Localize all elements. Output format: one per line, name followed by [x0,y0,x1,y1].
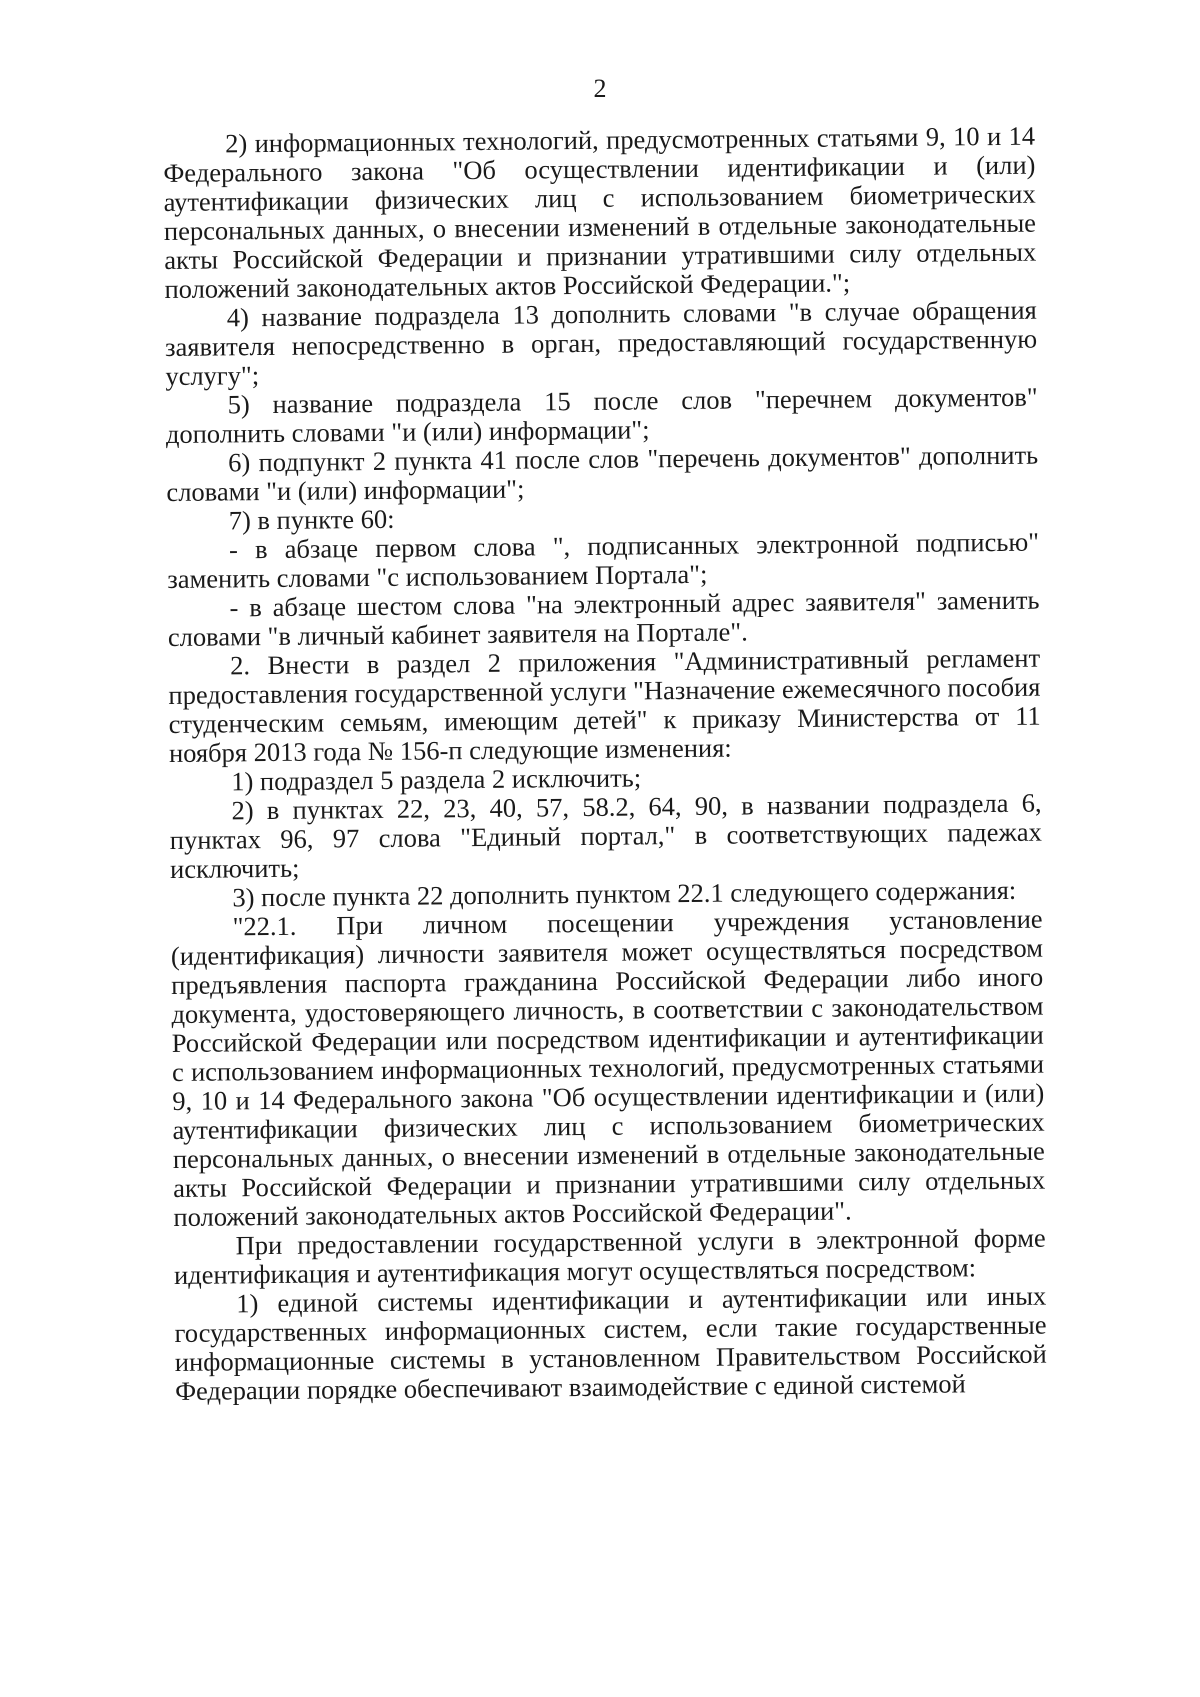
paragraph-item-7-point-60: 7) в пункте 60: [228,503,395,536]
paragraph-item-6-point-41: 6) подпункт 2 пункта 41 после слов "перечень документов" дополнить словами "и (или) информации"; [166,439,1039,507]
paragraph-first-abzats: - в абзаце первом слова ", подписанных электронной подписью" заменить словами "с использованием Портала"; [167,526,1040,594]
paragraph-point-22-1-text: "22.1. При личном посещении учреждения установление (идентификация) личности заявителя может осуществляться посредством предъявления паспорта гражданина Российской Федерации либо иного документа, удостоверяющего личность, в соответствии с законодательством Российской Федерации или посредством идентификации и аутентификации с использованием информационных технологий, предусмотренных статьями 9, 10 и 14 Федерального закона "Об осуществлении идентификации и (или) аутентификации физических лиц с использованием биометрических персональных данных, о внесении изменений в отдельные законодательные акты Российской Федерации и признании утратившими силу отдельных положений законодательных актов Российской Федерации". [170,903,1046,1232]
paragraph-item-2-info-technologies: 2) информационных технологий, предусмотренных статьями 9, 10 и 14 Федерального закона "Об осуществлении идентификации и (или) аутентификации физических лиц с использованием биометрических персональных данных, о внесении изменений в отдельные законодательные акты Российской Федерации и признании утратившими силу отдельных положений законодательных актов Российской Федерации."; [163,120,1037,304]
paragraph-section-2-changes: 2. Внести в раздел 2 приложения "Административный регламент предоставления государственной услуги "Назначение ежемесячного пособия студенческим семьям, имеющим детей" к приказу Министерства от 11 ноября 2013 года № 156-п следующие изменения: [168,642,1041,768]
paragraph-unified-identification-system: 1) единой системы идентификации и аутентификации или иных государственных информационных систем, если такие государственные информационные системы в установленном Правительством Российской Федерации порядке обеспечивают взаимодействие с единой системой [174,1280,1047,1406]
paragraph-sixth-abzats: - в абзаце шестом слова "на электронный адрес заявителя" заменить словами "в личный кабинет заявителя на Портале". [167,584,1040,652]
paragraph-points-unified-portal: 2) в пунктах 22, 23, 40, 57, 58.2, 64, 90, в названии подраздела 6, пунктах 96, 97 слова "Единый портал," в соответствующих падежах исключить; [169,787,1042,884]
document-body [163,122,1047,1406]
paragraph-item-5-subsection-15: 5) название подраздела 15 после слов "перечнем документов" дополнить словами "и (или) информации"; [165,381,1038,449]
paragraph-subsection-5-exclude: 1) подраздел 5 раздела 2 исключить; [231,762,642,797]
paragraph-item-4-subsection-13: 4) название подраздела 13 дополнить словами "в случае обращения заявителя непосредственно в орган, предоставляющий государственную услугу"; [164,294,1038,391]
paragraph-add-point-22-1: 3) после пункта 22 дополнить пунктом 22.1 следующего содержания: [232,874,1017,913]
page-number: 2 [593,74,607,103]
paragraph-electronic-form: При предоставлении государственной услуги в электронной форме идентификация и аутентификация могут осуществляться посредством: [173,1222,1046,1290]
